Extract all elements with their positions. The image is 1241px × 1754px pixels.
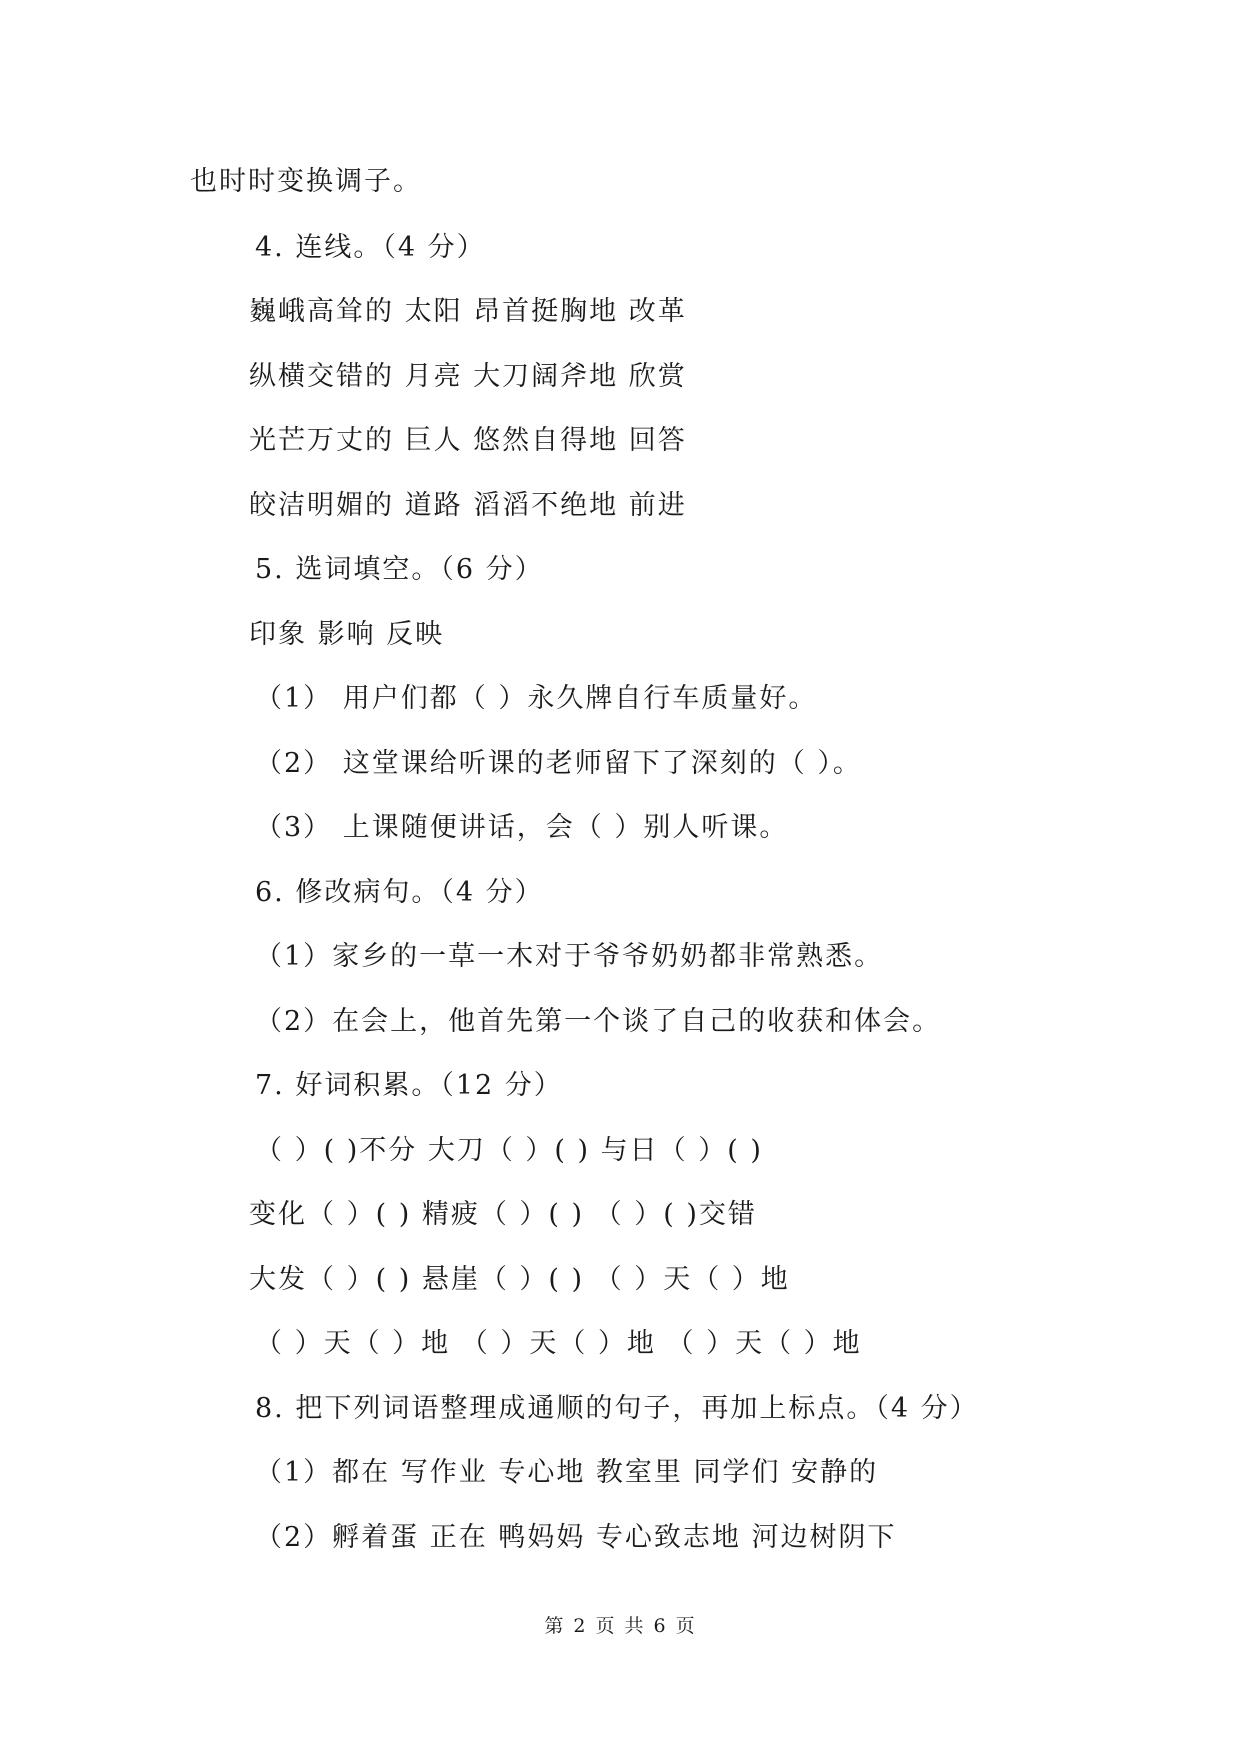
text-line-continuation: 也时时变换调子。 [190,166,422,197]
sentence-fix-2: （2）在会上，他首先第一个谈了自己的收获和体会。 [255,1006,942,1037]
fill-blank-3: （3） 上课随便讲话，会（ ）别人听课。 [255,812,789,843]
question-5-heading: 5. 选词填空。（6 分） [255,554,544,585]
question-8-heading: 8. 把下列词语整理成通顺的句子，再加上标点。（4 分） [255,1393,979,1424]
question-4-heading: 4. 连线。（4 分） [255,232,486,263]
idiom-row-3: 大发（ ）( ) 悬崖（ ）( ) （ ）天（ ）地 [249,1264,790,1295]
idiom-row-1: （ ）( )不分 大刀（ ）( ) 与日（ ）( ) [255,1135,763,1166]
fill-blank-2: （2） 这堂课给听课的老师留下了深刻的（ ）。 [255,748,862,779]
page-footer: 第 2 页 共 6 页 [544,1615,697,1637]
question-7-heading: 7. 好词积累。（12 分） [255,1070,563,1101]
matching-row-3: 光芒万丈的 巨人 悠然自得地 回答 [249,425,687,456]
sentence-fix-1: （1）家乡的一草一木对于爷爷奶奶都非常熟悉。 [255,941,884,972]
matching-row-4: 皎洁明媚的 道路 滔滔不绝地 前进 [249,490,687,521]
idiom-row-4: （ ）天（ ）地 （ ）天（ ）地 （ ）天（ ）地 [255,1328,862,1359]
reorder-sentence-2: （2）孵着蛋 正在 鸭妈妈 专心致志地 河边树阴下 [255,1522,897,1553]
question-6-heading: 6. 修改病句。（4 分） [255,877,544,908]
reorder-sentence-1: （1）都在 写作业 专心地 教室里 同学们 安静的 [255,1457,879,1488]
word-choices: 印象 影响 反映 [249,619,445,650]
matching-row-1: 巍峨高耸的 太阳 昂首挺胸地 改革 [249,296,687,327]
fill-blank-1: （1） 用户们都（ ）永久牌自行车质量好。 [255,683,818,714]
matching-row-2: 纵横交错的 月亮 大刀阔斧地 欣赏 [249,361,687,392]
idiom-row-2: 变化（ ）( ) 精疲（ ）( ) （ ）( )交错 [249,1199,757,1230]
